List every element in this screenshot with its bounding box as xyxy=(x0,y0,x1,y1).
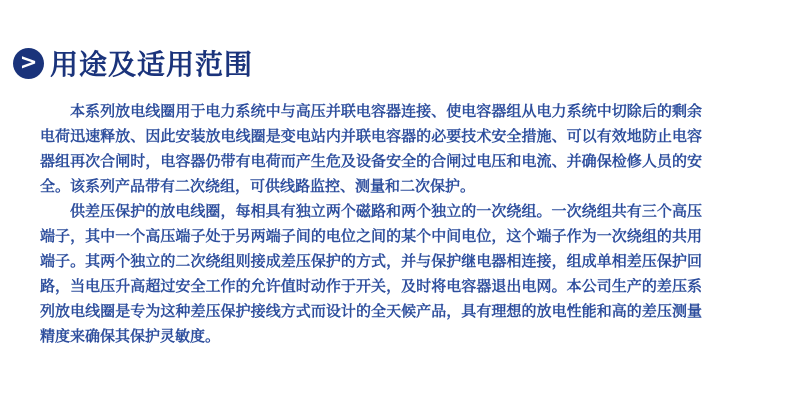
paragraph-usage: 本系列放电线圈用于电力系统中与高压并联电容器连接、使电容器组从电力系统中切除后的剩余电荷迅速释放、因此安装放电线圈是变电站内并联电容器的必要技术安全措施、可以有效地防止电容器组再次合闸时，电容器仍带有电荷而产生危及设备安全的合闸过电压和电流、并确保检修人员的安全。该系列产品带有二次绕组，可供线路监控、测量和二次保护。 xyxy=(40,102,702,195)
body-text xyxy=(40,99,702,349)
section-title: 用途及适用范围 xyxy=(50,48,254,81)
chevron-right-icon: > xyxy=(13,48,44,79)
section-header xyxy=(13,43,253,83)
paragraph-differential-protection: 供差压保护的放电线圈，每相具有独立两个磁路和两个独立的一次绕组。一次绕组共有三个高压端子，其中一个高压端子处于另两端子间的电位之间的某个中间电位，这个端子作为一次绕组的共用端子。其两个独立的二次绕组则接成差压保护的方式，并与保护继电器相连接，组成单相差压保护回路，当电压升高超过安全工作的允许值时动作于开关，及时将电容器退出电网。本公司生产的差压系列放电线圈是专为这种差压保护接线方式而设计的全天候产品，具有理想的放电性能和高的差压测量精度来确保其保护灵敏度。 xyxy=(40,202,702,345)
